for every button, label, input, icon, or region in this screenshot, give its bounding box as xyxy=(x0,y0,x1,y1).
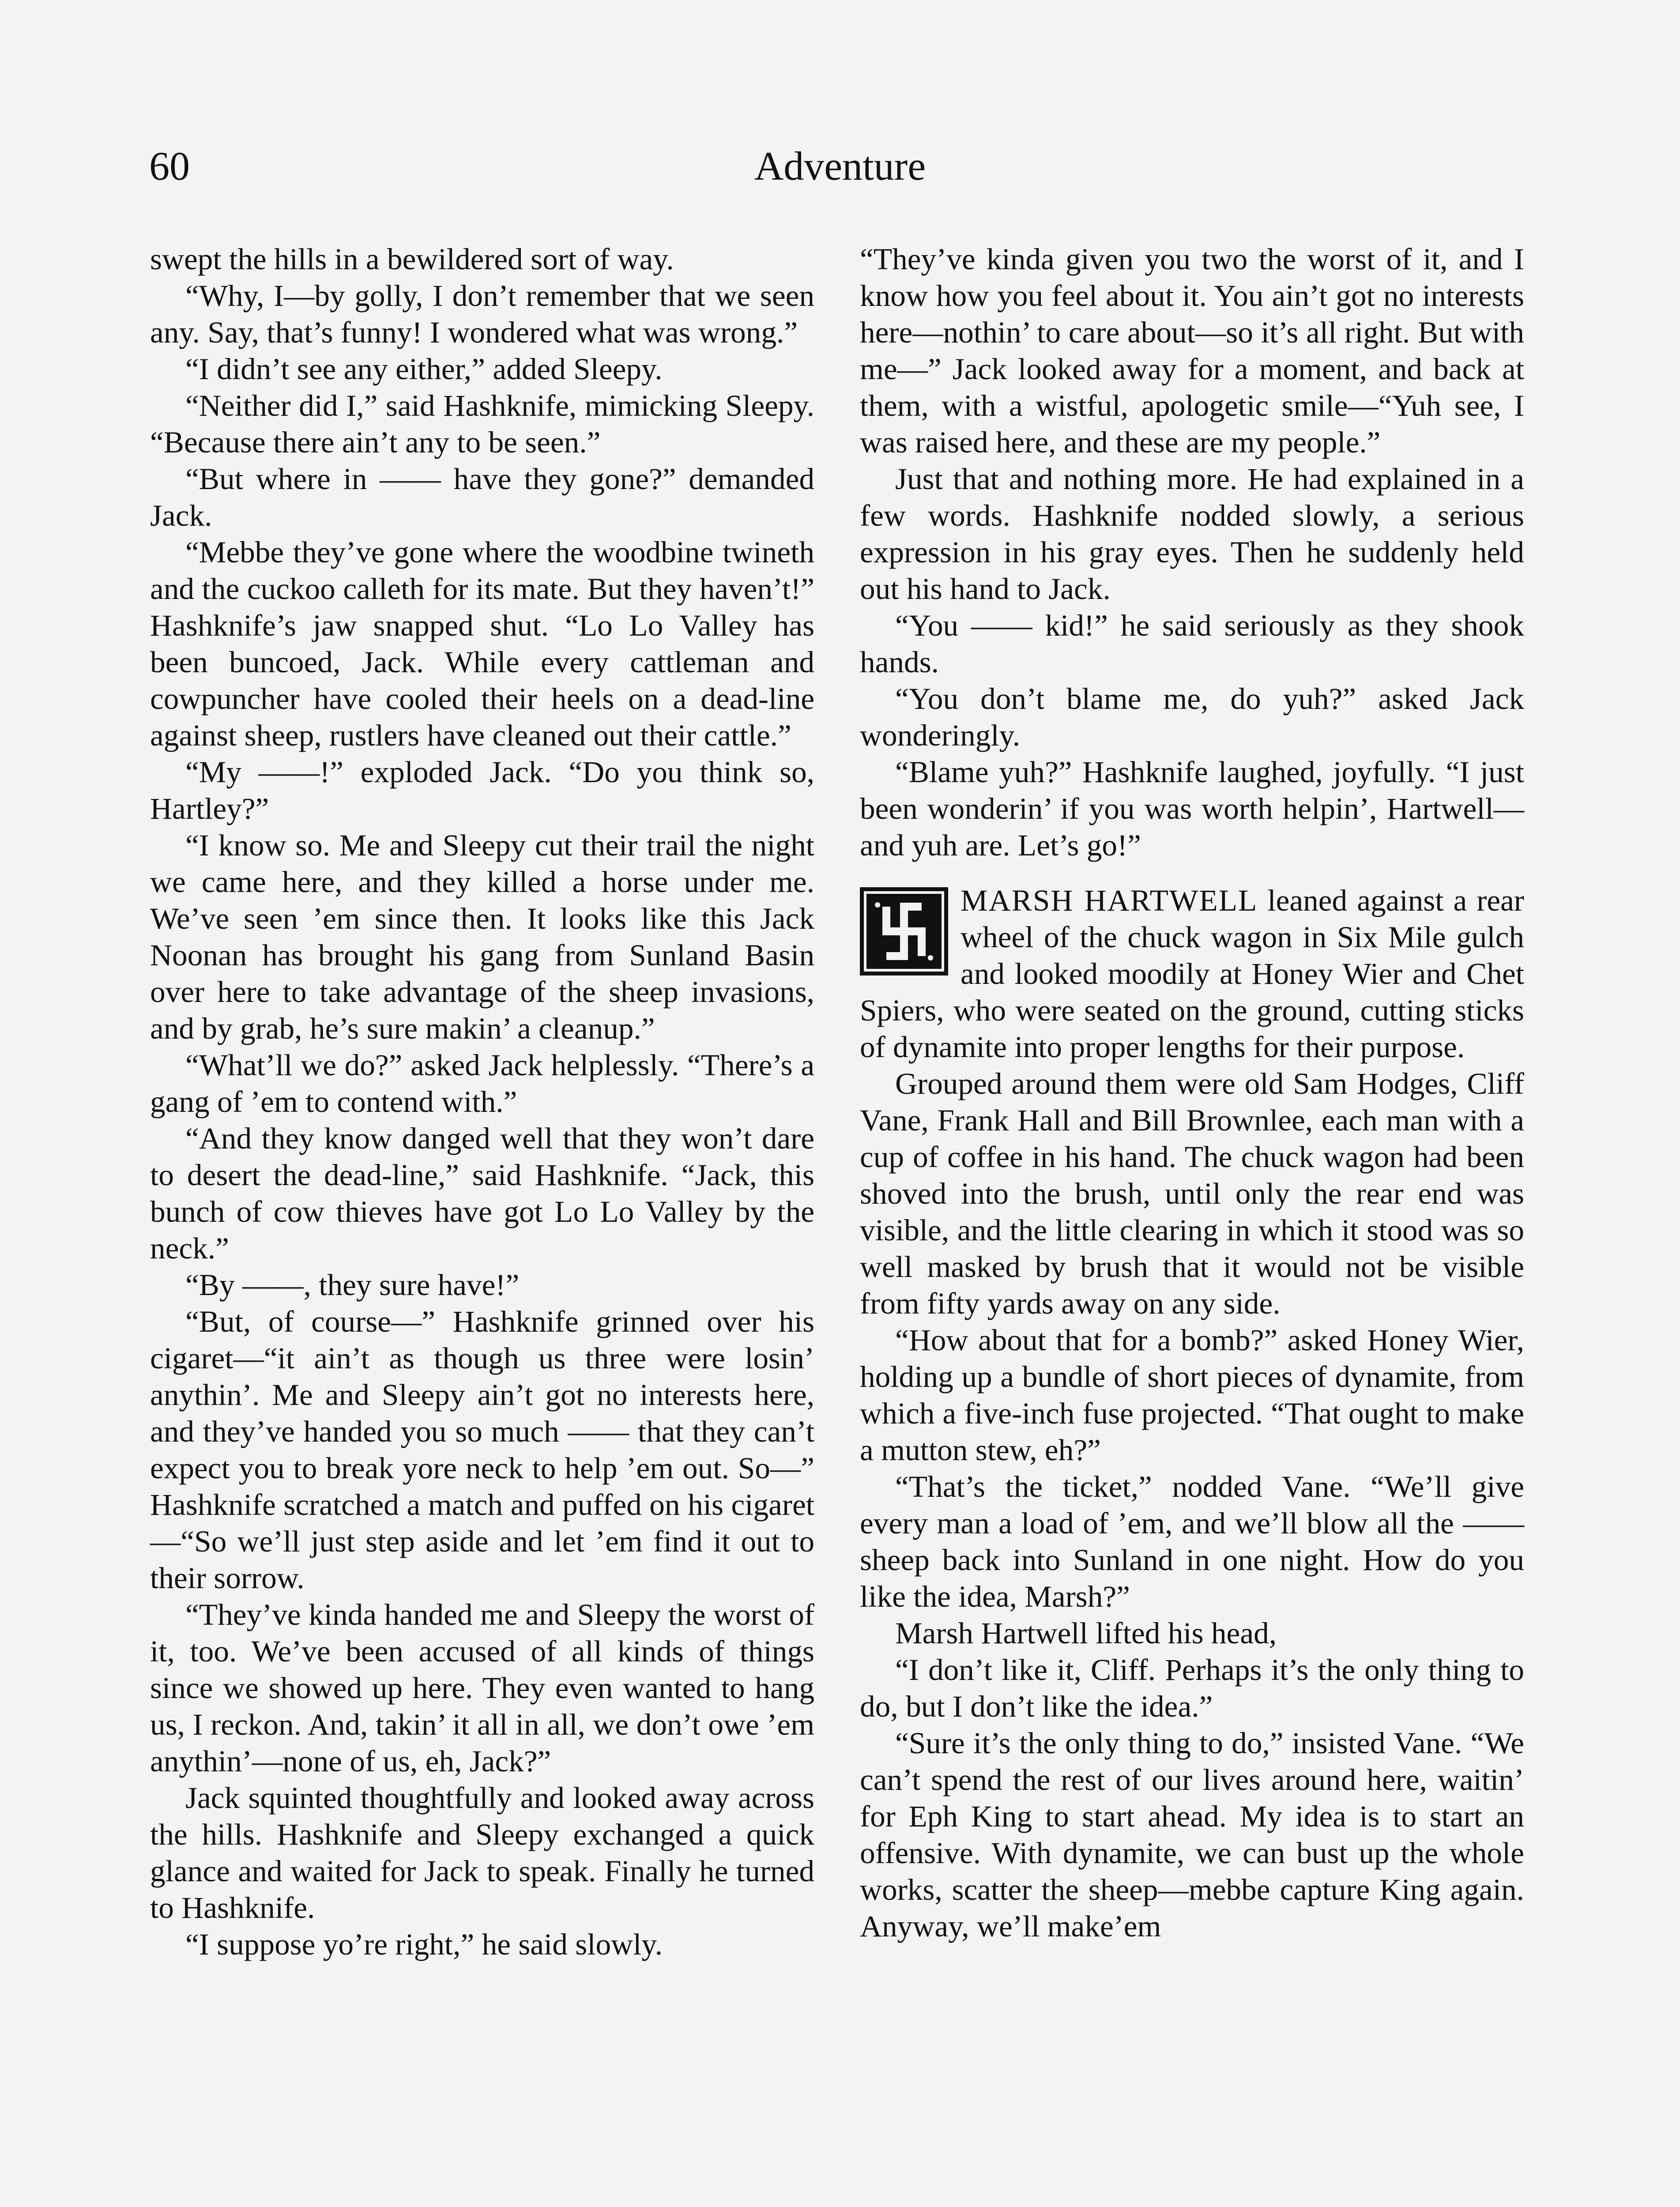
paragraph: “I don’t like it, Cliff. Perhaps it’s the only thing to do, but I don’t like the idea.” xyxy=(860,1653,1524,1723)
paragraph: “Why, I—by golly, I don’t remember that we seen any. Say, that’s funny! I wondered what was wrong.” xyxy=(150,279,814,349)
paragraph: “Neither did I,” said Hashknife, mimicking Sleepy. “Because there ain’t any to be seen.” xyxy=(150,388,814,459)
paragraph: “That’s the ticket,” nodded Vane. “We’ll give every man a load of ’em, and we’ll blow all the —— sheep back into Sunland in one night. How do you like the idea, Marsh?” xyxy=(860,1469,1524,1613)
running-head: Adventure xyxy=(754,143,926,188)
section-opening-paragraph xyxy=(860,882,1524,1065)
page-number: 60 xyxy=(149,143,190,188)
paragraph: “I suppose yo’re right,” he said slowly. xyxy=(185,1927,663,1961)
section-lead-words: MARSH HARTWELL xyxy=(961,883,1258,917)
paragraph: “What’ll we do?” asked Jack helplessly. “There’s a gang of ’em to contend with.” xyxy=(150,1048,814,1119)
paragraph: “But where in —— have they gone?” demanded Jack. xyxy=(150,462,814,532)
paragraph: Marsh Hartwell lifted his head, xyxy=(895,1616,1277,1650)
paragraph: “My ——!” exploded Jack. “Do you think so, Hartley?” xyxy=(150,755,814,825)
left-column xyxy=(150,241,814,1962)
paragraph: “I know so. Me and Sleepy cut their trail the night we came here, and they killed a horse under me. We’ve seen ’em since then. It looks like this Jack Noonan has brought his gang from Sunland Basin over here to take advantage of the sheep invasions, and by grab, he’s sure makin’ a cleanup.” xyxy=(150,828,814,1045)
paragraph: “And they know danged well that they won’t dare to desert the dead-line,” said Hashknife. “Jack, this bunch of cow thieves have got Lo Lo Valley by the neck.” xyxy=(150,1121,814,1265)
paragraph: “You —— kid!” he said seriously as they shook hands. xyxy=(860,608,1524,679)
paragraph: “Blame yuh?” Hashknife laughed, joyfully. “I just been wonderin’ if you was worth helpin’, Hartwell—and yuh are. Let’s go!” xyxy=(860,755,1524,862)
paragraph: “They’ve kinda handed me and Sleepy the worst of it, too. We’ve been accused of all kinds of things since we showed up here. They even wanted to hang us, I reckon. And, takin’ it all in all, we don’t owe ’em anythin’—none of us, eh, Jack?” xyxy=(150,1597,814,1778)
ornamental-dropcap-icon xyxy=(860,887,948,975)
paragraph: Grouped around them were old Sam Hodges, Cliff Vane, Frank Hall and Bill Brownlee, each man with a cup of coffee in his hand. The chuck wagon had been shoved into the brush, until only the rear end was visible, and the little clearing in which it stood was so well masked by brush that it would not be visible from fifty yards away on any side. xyxy=(860,1066,1524,1320)
paragraph: Just that and nothing more. He had explained in a few words. Hashknife nodded slowly, a serious expression in his gray eyes. Then he suddenly held out his hand to Jack. xyxy=(860,462,1524,606)
right-column-after xyxy=(860,1065,1524,1944)
paragraph: swept the hills in a bewildered sort of way. xyxy=(150,242,674,276)
paragraph: “They’ve kinda given you two the worst of it, and I know how you feel about it. You ain’t got no interests here—nothin’ to care about—so it’s all right. But with me—” Jack looked away for a moment, and back at them, with a wistful, apologetic smile—“Yuh see, I was raised here, and these are my people.” xyxy=(860,242,1524,459)
paragraph: “By ——, they sure have!” xyxy=(185,1268,520,1302)
paragraph: “But, of course—” Hashknife grinned over his cigaret—“it ain’t as though us three were losin’ anythin’. Me and Sleepy ain’t got no interests here, and they’ve handed you so much —— that they can’t expect you to break yore neck to help ’em out. So—” Hashknife scratched a match and puffed on his cigaret—“So we’ll just step aside and let ’em find it out to their sorrow. xyxy=(150,1304,814,1595)
paragraph: Jack squinted thoughtfully and looked away across the hills. Hashknife and Sleepy exchanged a quick glance and waited for Jack to speak. Finally he turned to Hashknife. xyxy=(150,1781,814,1925)
right-column xyxy=(860,241,1524,1944)
paragraph: “Sure it’s the only thing to do,” insisted Vane. “We can’t spend the rest of our lives around here, waitin’ for Eph King to start ahead. My idea is to start an offensive. With dynamite, we can bust up the whole works, scatter the sheep—mebbe capture King again. Anyway, we’ll make’em xyxy=(860,1726,1524,1943)
section-lead-text: leaned against a rear wheel of the chuck wagon in Six Mile gulch and looked moodily at Honey Wier and Chet Spiers, who were seated on the ground, cutting sticks of dynamite into proper lengths for their purpose. xyxy=(860,883,1524,1064)
paragraph: “You don’t blame me, do yuh?” asked Jack wonderingly. xyxy=(860,682,1524,752)
paragraph: “I didn’t see any either,” added Sleepy. xyxy=(185,352,663,386)
paragraph: “Mebbe they’ve gone where the woodbine twineth and the cuckoo calleth for its mate. But they haven’t!” Hashknife’s jaw snapped shut. “Lo Lo Valley has been buncoed, Jack. While every cattleman and cowpuncher have cooled their heels on a dead-line against sheep, rustlers have cleaned out their cattle.” xyxy=(150,535,814,752)
paragraph: “How about that for a bomb?” asked Honey Wier, holding up a bundle of short pieces of dynamite, from which a five-inch fuse projected. “That ought to make a mutton stew, eh?” xyxy=(860,1323,1524,1467)
right-column-before xyxy=(860,241,1524,863)
